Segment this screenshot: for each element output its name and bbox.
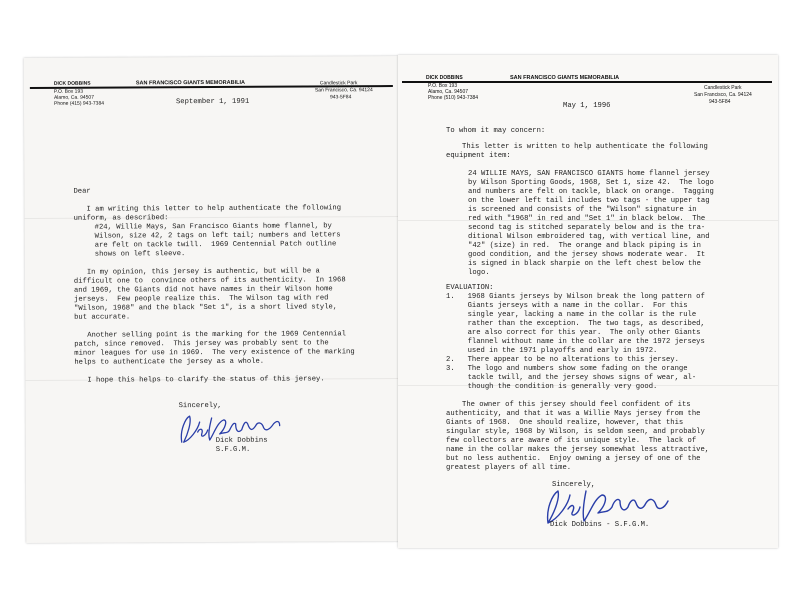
para-1-line-1: I am writing this letter to help authenticate the following [86, 204, 342, 214]
item-line-8: ditional Wilson embroidered tag, with vertical line, and [468, 233, 710, 241]
eval-line-4: rather than the exception. The two tags, as described, [446, 320, 705, 328]
eval-line-1: 1. 1968 Giants jerseys by Wilson break the long pattern of [446, 293, 705, 301]
salutation: To whom it may concern: [446, 127, 546, 135]
item-line-5: is screened and consists of the "Wilson" signature in [468, 206, 697, 214]
salutation: Dear [73, 187, 91, 196]
para-2-line-3: and 1969, the Giants did not have names in their Wilson home [73, 285, 333, 295]
item-line-6: red with "1968" in red and "Set 1" in black below. The [468, 215, 706, 223]
eval-line-5: are also correct for this year. The only other Giants [446, 329, 701, 337]
eval-line-7: used in the 1971 playoffs and early in 1972. [446, 347, 658, 355]
item-line-2: by Wilson Sporting Goods, 1968, Set 1, size 42. The logo [468, 179, 714, 187]
para-3-line-4: helps to authenticate the jersey as a whole. [74, 357, 265, 367]
item-line-4: on the lower left tail includes two tags - the upper tag [468, 197, 710, 205]
letter-1996 [398, 55, 778, 548]
item-line-9: "42" (size) in red. The orange and black piping is in [468, 242, 701, 250]
letterhead-po: P.O. Box 193 [53, 88, 84, 95]
letterhead-venue-num: 943-5F84 [709, 99, 731, 105]
letterhead-city: Alamo, Ca. 94507 [428, 89, 469, 95]
eval-line-11: though the condition is generally very good. [446, 383, 658, 391]
item-line-2: Wilson, size 42, 2 tags on left tail; numbers and letters [94, 231, 341, 241]
letterhead-brand: SAN FRANCISCO GIANTS MEMORABILIA [510, 75, 620, 81]
intro-line-1: This letter is written to help authenticate the following [462, 143, 708, 151]
para-2-line-4: jerseys. Few people realize this. The Wilson tag with red [73, 294, 329, 304]
item-line-3: and numbers are felt on tackle, black on orange. Tagging [468, 188, 714, 196]
letter-1991 [24, 56, 402, 543]
paper-fold [398, 385, 778, 386]
item-line-7: second tag is stitched separately below and is the tra- [468, 224, 706, 232]
letterhead-venue-city: San Francisco, Ca. 94124 [314, 87, 373, 94]
outro-line-8: greatest players of all time. [446, 464, 572, 472]
letterhead-po: P.O. Box 193 [428, 83, 458, 89]
para-4: I hope this helps to clarify the status of this jersey. [87, 375, 325, 385]
eval-line-8: 2. There appear to be no alterations to this jersey. [446, 356, 679, 364]
intro-line-2: equipment item: [446, 152, 511, 160]
item-line-12: logo. [468, 269, 490, 277]
evaluation-heading: EVALUATION: [446, 284, 494, 292]
letterhead-city: Alamo, Ca. 94507 [53, 94, 94, 101]
signer-org: S.F.G.M. [215, 445, 251, 454]
item-line-3: are felt on tackle twill. 1969 Centennial Patch outline [94, 240, 337, 250]
item-line-4: shows on left sleeve. [94, 250, 186, 259]
eval-line-6: flannel without name in the collar are the 1972 jerseys [446, 338, 705, 346]
signer-name: Dick Dobbins [215, 436, 268, 445]
letterhead-phone: Phone (510) 943-7384 [428, 95, 479, 101]
para-1-line-2: uniform, as described: [73, 214, 169, 223]
closing: Sincerely, [178, 401, 222, 411]
outro-line-1: The owner of this jersey should feel confident of its [462, 401, 691, 409]
paper-fold [398, 220, 778, 221]
para-2-line-2: difficult one to convince others of its authenticity. In 1968 [73, 276, 346, 286]
letterhead-venue-city: San Francisco, Ca. 94124 [694, 92, 752, 98]
para-2-line-5: "Wilson, 1968" and the black "Set 1", is a short lived style, [74, 303, 338, 313]
letter-date: September 1, 1991 [175, 97, 250, 107]
para-3-line-3: minor leagues for use in 1969. The very existence of the marking [74, 348, 355, 358]
letterhead-venue: Candlestick Park [319, 80, 358, 87]
para-2-line-1: In my opinion, this jersey is authentic, but will be a [86, 267, 320, 277]
para-2-line-6: but accurate. [74, 313, 131, 322]
item-line-10: good condition, and the jersey shows moderate wear. It [468, 251, 706, 259]
letterhead-brand: SAN FRANCISCO GIANTS MEMORABILIA [135, 79, 245, 87]
eval-line-10: tackle twill, and the jersey shows signs of wear, al- [446, 374, 697, 382]
letterhead-name: DICK DOBBINS [53, 80, 91, 87]
letterhead-rule [402, 81, 772, 83]
outro-line-3: Giants of 1968. One should realize, however, that this [446, 419, 684, 427]
outro-line-7: but no less authentic. Enjoy owning a jersey of one of the [446, 455, 701, 463]
item-line-1: #24, Willie Mays, San Francisco Giants home flannel, by [94, 222, 332, 232]
item-line-1: 24 WILLIE MAYS, SAN FRANCISCO GIANTS home flannel jersey [468, 170, 710, 178]
closing: Sincerely, [552, 481, 596, 489]
outro-line-6: name in the collar makes the jersey somewhat less attractive, [446, 446, 710, 454]
eval-line-3: single year, lacking a name in the collar is the rule [446, 311, 697, 319]
eval-line-2: Giants jerseys with a name in the collar. For this [446, 302, 688, 310]
letterhead-venue-num: 943-5F84 [329, 94, 352, 101]
para-3-line-2: patch, since removed. This jersey was probably sent to the [74, 339, 329, 349]
outro-line-4: singular style, 1968 by Wilson, is seldom seen, and probably [446, 428, 705, 436]
outro-line-5: few collectors are aware of its unique style. The lack of [446, 437, 697, 445]
letterhead-venue: Candlestick Park [704, 85, 742, 91]
letterhead-name: DICK DOBBINS [426, 75, 463, 81]
outro-line-2: authenticity, and that it was a Willie Mays jersey from the [446, 410, 701, 418]
item-line-11: is signed in black sharpie on the left chest below the [468, 260, 701, 268]
eval-line-9: 3. The logo and numbers show some fading on the orange [446, 365, 688, 373]
para-3-line-1: Another selling point is the marking for the 1969 Centennial [87, 330, 347, 340]
signer-name: Dick Dobbins - S.F.G.M. [550, 521, 650, 529]
letter-date: May 1, 1996 [563, 102, 611, 110]
letterhead-phone: Phone (415) 943-7384 [53, 100, 105, 107]
